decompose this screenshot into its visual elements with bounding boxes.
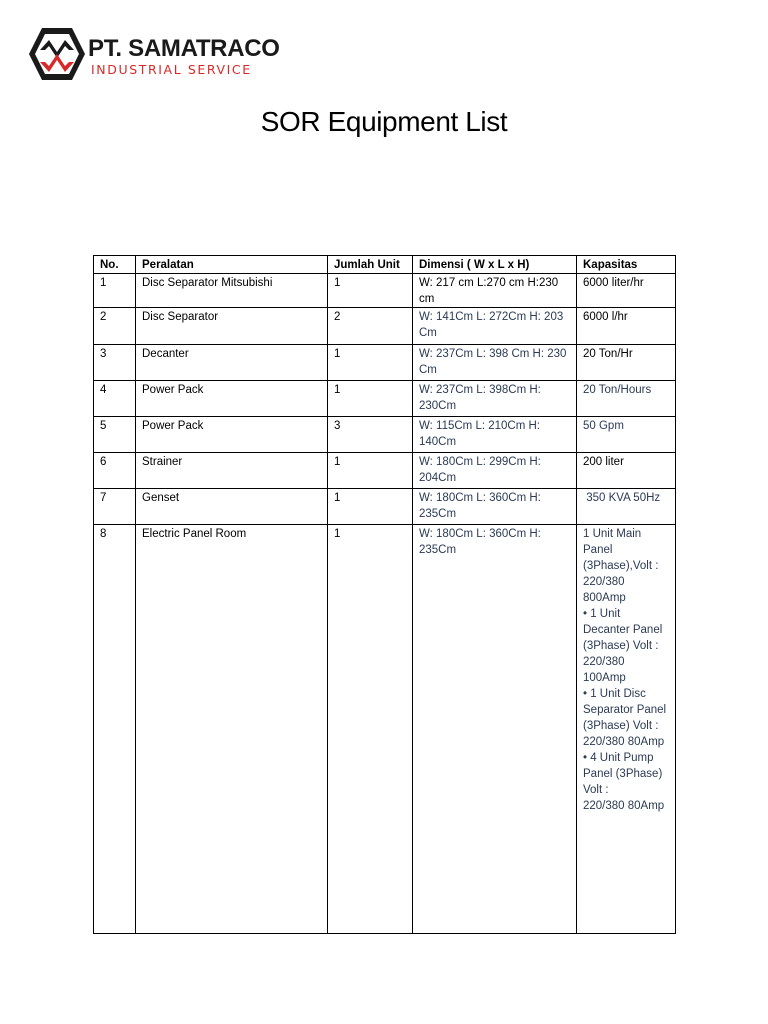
cell-kapasitas: 20 Ton/Hr	[577, 345, 676, 381]
cell-kapasitas: 20 Ton/Hours	[577, 381, 676, 417]
cell-kapasitas: 50 Gpm	[577, 417, 676, 453]
cell-kapasitas: 200 liter	[577, 453, 676, 489]
cell-jumlah: 1	[328, 525, 413, 934]
cell-dimensi: W: 180Cm L: 360Cm H: 235Cm	[413, 489, 577, 525]
column-header-peralatan: Peralatan	[136, 256, 328, 274]
cell-peralatan: Genset	[136, 489, 328, 525]
cell-dimensi: W: 180Cm L: 360Cm H: 235Cm	[413, 525, 577, 934]
kapasitas-line: 220/380 80Amp	[583, 800, 665, 812]
cell-dimensi: W: 237Cm L: 398 Cm H: 230 Cm	[413, 345, 577, 381]
cell-peralatan: Power Pack	[136, 381, 328, 417]
samatraco-logo-icon	[28, 26, 86, 82]
cell-jumlah: 1	[328, 453, 413, 489]
cell-no: 5	[94, 417, 136, 453]
cell-dimensi: W: 237Cm L: 398Cm H: 230Cm	[413, 381, 577, 417]
cell-no: 7	[94, 489, 136, 525]
cell-jumlah: 1	[328, 489, 413, 525]
cell-peralatan: Power Pack	[136, 417, 328, 453]
table-row	[94, 489, 676, 525]
kapasitas-line: • 1 Unit Disc Separator Panel (3Phase) Volt : 220/380 80Amp	[583, 688, 667, 748]
column-header-jumlah-unit: Jumlah Unit	[328, 256, 413, 274]
column-header-kapasitas: Kapasitas	[577, 256, 676, 274]
cell-peralatan: Decanter	[136, 345, 328, 381]
cell-dimensi: W: 217 cm L:270 cm H:230 cm	[413, 274, 577, 308]
cell-no: 3	[94, 345, 136, 381]
table-row	[94, 525, 676, 934]
cell-no: 6	[94, 453, 136, 489]
cell-no: 1	[94, 274, 136, 308]
table-row	[94, 381, 676, 417]
company-logo	[24, 12, 280, 92]
cell-jumlah: 3	[328, 417, 413, 453]
cell-kapasitas: 6000 liter/hr	[577, 274, 676, 308]
cell-kapasitas	[577, 525, 676, 934]
cell-kapasitas: 6000 l/hr	[577, 308, 676, 345]
cell-dimensi: W: 115Cm L: 210Cm H: 140Cm	[413, 417, 577, 453]
table-row	[94, 453, 676, 489]
kapasitas-line: • 1 Unit Decanter Panel (3Phase) Volt :	[583, 608, 663, 652]
equipment-table	[93, 255, 676, 934]
table-header-row	[94, 256, 676, 274]
cell-dimensi: W: 180Cm L: 299Cm H: 204Cm	[413, 453, 577, 489]
cell-jumlah: 1	[328, 381, 413, 417]
cell-jumlah: 2	[328, 308, 413, 345]
page-title: SOR Equipment List	[260, 106, 508, 137]
cell-jumlah: 1	[328, 274, 413, 308]
cell-peralatan: Strainer	[136, 453, 328, 489]
kapasitas-line: 1 Unit Main Panel (3Phase),Volt :	[583, 528, 659, 572]
cell-no: 2	[94, 308, 136, 345]
company-name: PT. SAMATRACO	[88, 35, 280, 62]
table-row	[94, 308, 676, 345]
table-row	[94, 417, 676, 453]
table-row	[94, 274, 676, 308]
kapasitas-line: 220/380 800Amp	[583, 576, 626, 604]
cell-peralatan: Disc Separator Mitsubishi	[136, 274, 328, 308]
column-header-dimensi: Dimensi ( W x L x H)	[413, 256, 577, 274]
kapasitas-line: • 4 Unit Pump Panel (3Phase) Volt :	[583, 752, 663, 796]
table-row	[94, 345, 676, 381]
cell-no: 8	[94, 525, 136, 934]
cell-no: 4	[94, 381, 136, 417]
cell-peralatan: Electric Panel Room	[136, 525, 328, 934]
cell-dimensi: W: 141Cm L: 272Cm H: 203 Cm	[413, 308, 577, 345]
cell-peralatan: Disc Separator	[136, 308, 328, 345]
cell-jumlah: 1	[328, 345, 413, 381]
company-subtitle: INDUSTRIAL SERVICE	[91, 62, 252, 77]
column-header-no: No.	[94, 256, 136, 274]
cell-kapasitas: 350 KVA 50Hz	[577, 489, 676, 525]
kapasitas-line: 220/380 100Amp	[583, 656, 626, 684]
